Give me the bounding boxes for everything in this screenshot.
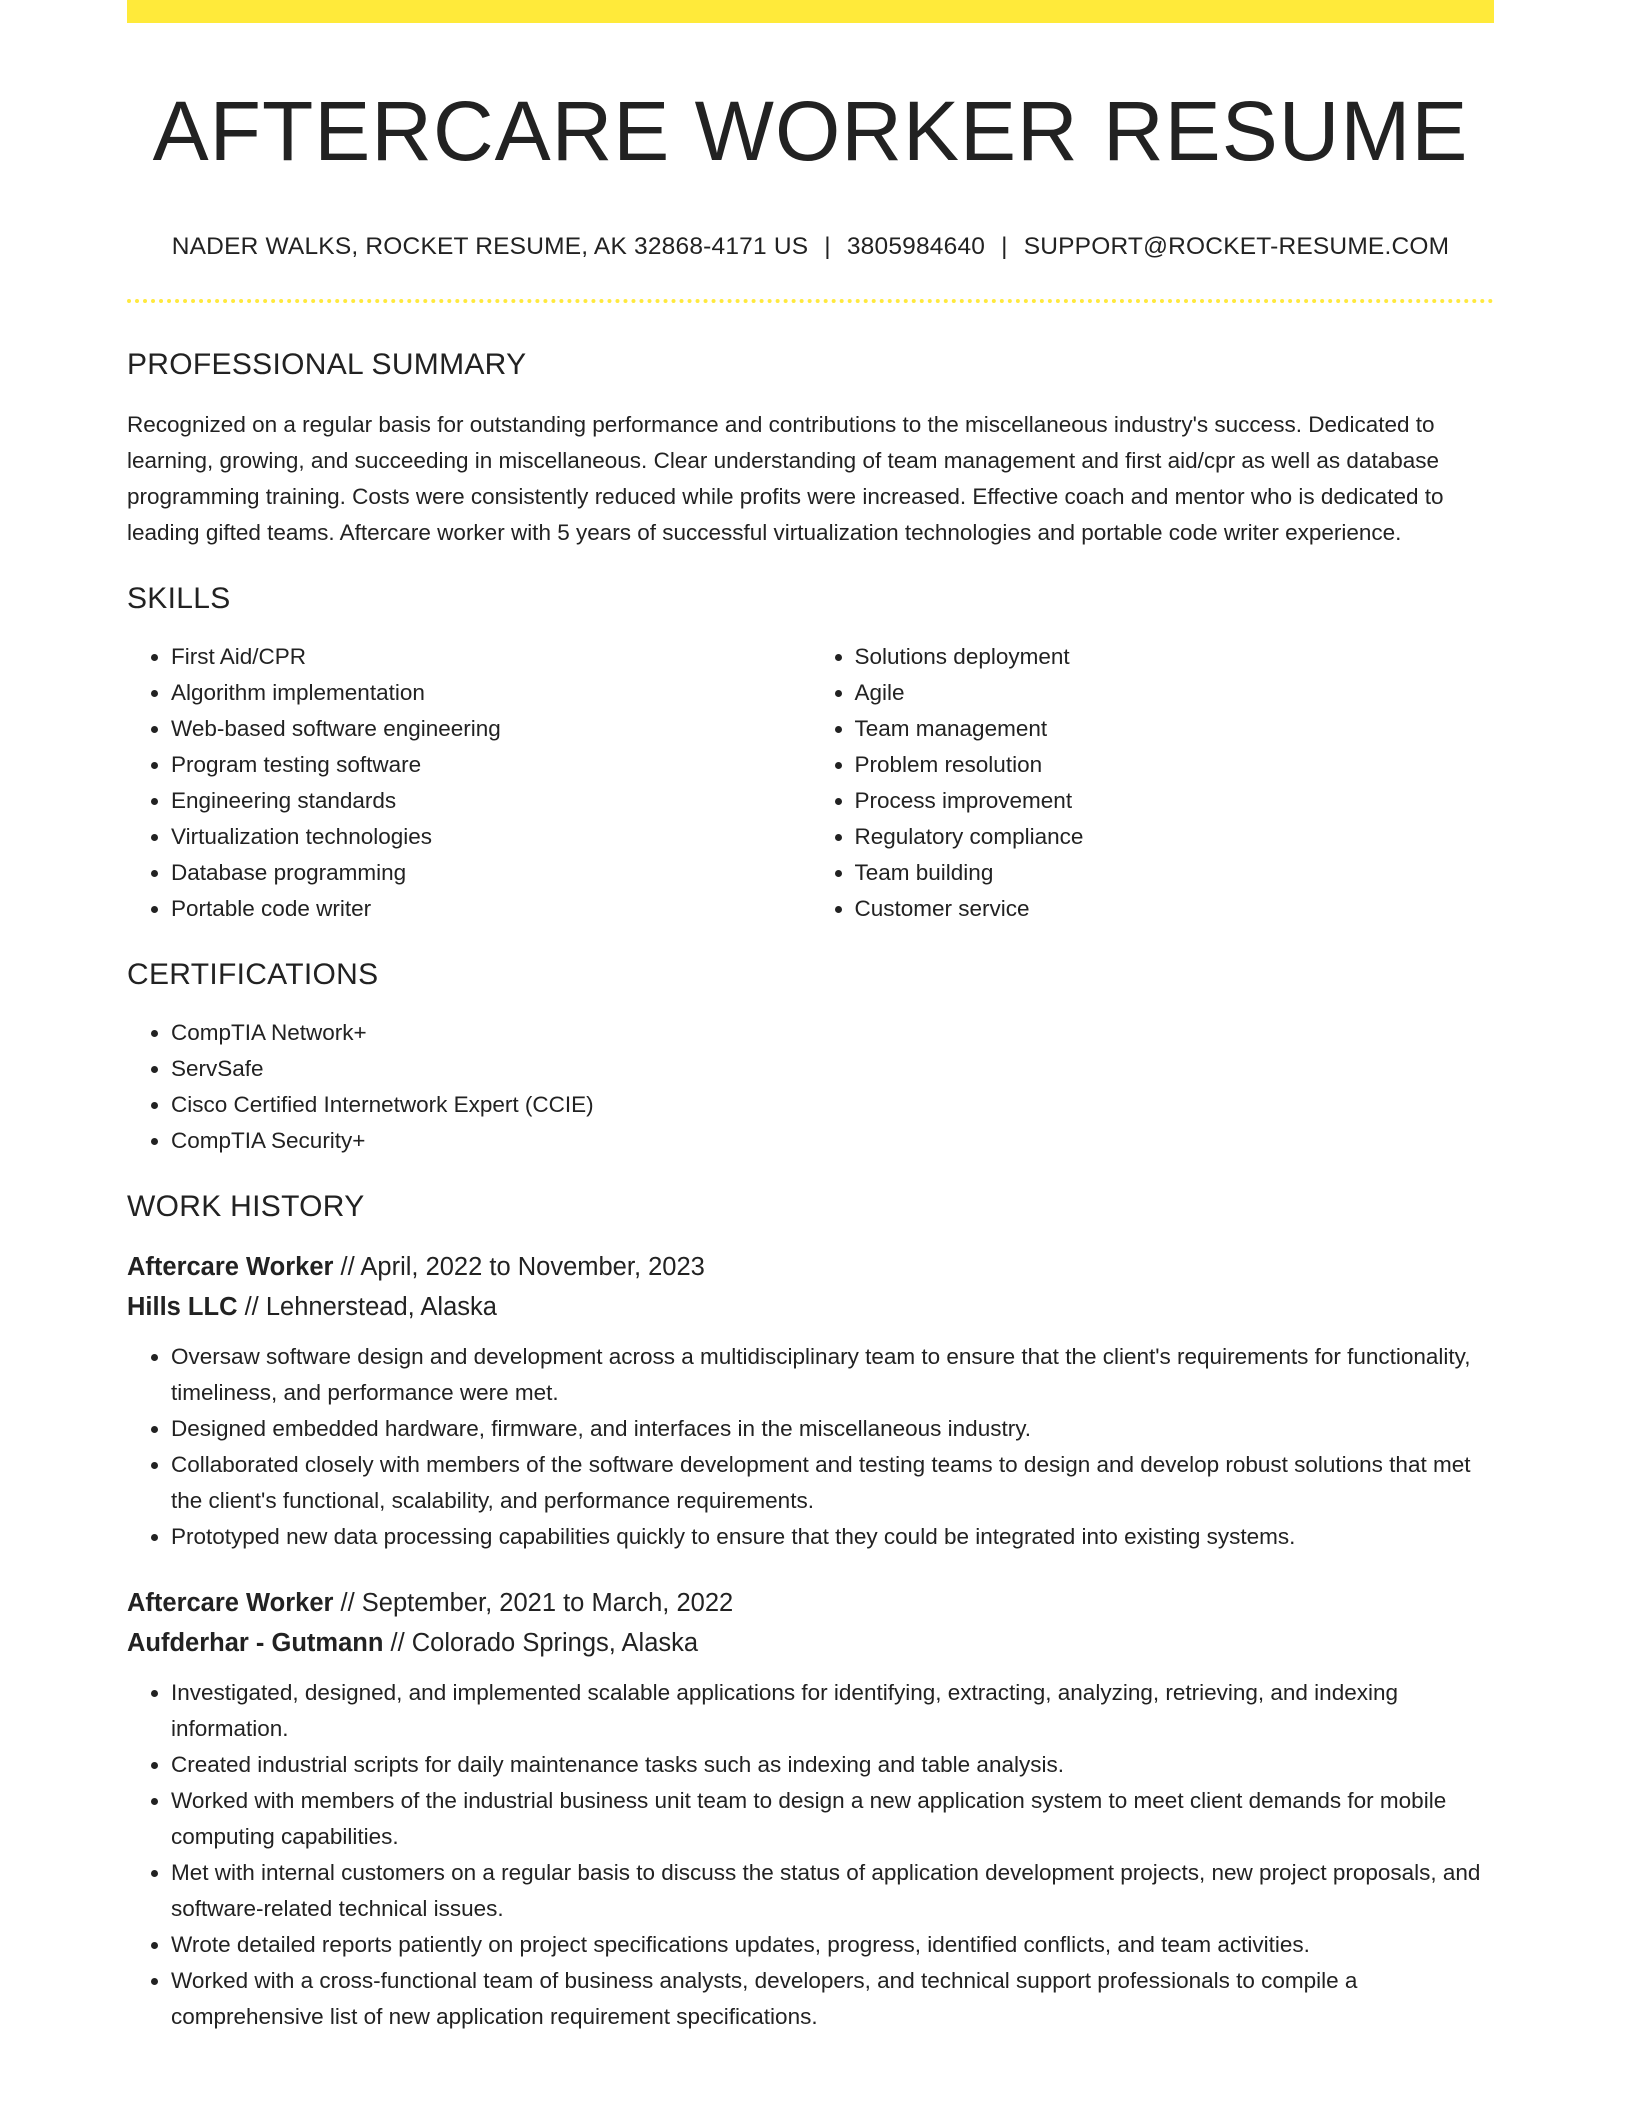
job-title: Aftercare Worker xyxy=(127,1589,334,1618)
certifications-list xyxy=(127,1015,1494,1159)
contact-line xyxy=(127,233,1494,261)
skills-right-column xyxy=(811,639,1495,927)
resume-page xyxy=(127,0,1494,2035)
job-header xyxy=(127,1247,1494,1327)
skill-item: • Web-based software engineering xyxy=(171,711,811,747)
skill-item: • Portable code writer xyxy=(171,891,811,927)
job-company-line xyxy=(127,1287,1494,1327)
skill-item: • Database programming xyxy=(171,855,811,891)
skill-item: • Program testing software xyxy=(171,747,811,783)
job-entry xyxy=(127,1583,1494,2035)
job-dates: // September, 2021 to March, 2022 xyxy=(333,1589,734,1618)
skill-item: • Process improvement xyxy=(855,783,1495,819)
job-company-line xyxy=(127,1623,1494,1663)
job-location: // Colorado Springs, Alaska xyxy=(383,1629,699,1658)
skills-left-column xyxy=(127,639,811,927)
job-bullet: • Collaborated closely with members of the software development and testing teams to design and develop robust solutions that met the client's functional, scalability, and performance requirements. xyxy=(171,1447,1494,1519)
skill-item: • First Aid/CPR xyxy=(171,639,811,675)
job-header xyxy=(127,1583,1494,1663)
contact-phone: 3805984640 xyxy=(846,233,986,261)
skills-list xyxy=(127,639,1494,927)
skill-item: • Solutions deployment xyxy=(855,639,1495,675)
skills-heading: SKILLS xyxy=(127,582,231,616)
work-history-heading: WORK HISTORY xyxy=(127,1190,365,1224)
job-title-line xyxy=(127,1247,1494,1287)
job-bullets xyxy=(127,1675,1494,2035)
accent-bar xyxy=(127,0,1494,23)
certification-item: • ServSafe xyxy=(171,1051,1494,1087)
skill-item: • Problem resolution xyxy=(855,747,1495,783)
certifications-heading: CERTIFICATIONS xyxy=(127,958,379,992)
skill-item: • Engineering standards xyxy=(171,783,811,819)
skill-item: • Algorithm implementation xyxy=(171,675,811,711)
certification-item: • CompTIA Security+ xyxy=(171,1123,1494,1159)
contact-separator: | xyxy=(1001,233,1008,261)
contact-separator: | xyxy=(824,233,831,261)
certification-item: • CompTIA Network+ xyxy=(171,1015,1494,1051)
job-bullet: • Worked with a cross-functional team of business analysts, developers, and technical support professionals to compile a comprehensive list of new application requirement specifications. xyxy=(171,1963,1494,2035)
job-bullet: • Prototyped new data processing capabilities quickly to ensure that they could be integrated into existing systems. xyxy=(171,1519,1494,1555)
job-bullet: • Wrote detailed reports patiently on project specifications updates, progress, identified conflicts, and team activities. xyxy=(171,1927,1494,1963)
job-bullet: • Oversaw software design and development across a multidisciplinary team to ensure that the client's requirements for functionality, timeliness, and performance were met. xyxy=(171,1339,1494,1411)
job-bullet: • Investigated, designed, and implemented scalable applications for identifying, extracting, analyzing, retrieving, and indexing information. xyxy=(171,1675,1494,1747)
job-entry xyxy=(127,1247,1494,1555)
contact-email: SUPPORT@ROCKET-RESUME.COM xyxy=(1023,233,1450,261)
job-bullet: • Worked with members of the industrial business unit team to design a new application system to meet client demands for mobile computing capabilities. xyxy=(171,1783,1494,1855)
job-bullet: • Created industrial scripts for daily maintenance tasks such as indexing and table analysis. xyxy=(171,1747,1494,1783)
contact-address: NADER WALKS, ROCKET RESUME, AK 32868-4171 US xyxy=(171,233,809,261)
skill-item: • Regulatory compliance xyxy=(855,819,1495,855)
job-bullet: • Met with internal customers on a regular basis to discuss the status of application development projects, new project proposals, and software-related technical issues. xyxy=(171,1855,1494,1927)
skill-item: • Agile xyxy=(855,675,1495,711)
job-company: Hills LLC xyxy=(127,1293,238,1322)
certification-item: • Cisco Certified Internetwork Expert (CCIE) xyxy=(171,1087,1494,1123)
skill-item: • Team management xyxy=(855,711,1495,747)
summary-heading: PROFESSIONAL SUMMARY xyxy=(127,348,527,382)
job-bullet: • Designed embedded hardware, firmware, and interfaces in the miscellaneous industry. xyxy=(171,1411,1494,1447)
skill-item: • Customer service xyxy=(855,891,1495,927)
skill-item: • Virtualization technologies xyxy=(171,819,811,855)
dotted-divider xyxy=(127,299,1494,303)
job-bullets xyxy=(127,1339,1494,1555)
job-location: // Lehnerstead, Alaska xyxy=(237,1293,497,1322)
job-company: Aufderhar - Gutmann xyxy=(127,1629,384,1658)
job-title: Aftercare Worker xyxy=(127,1253,334,1282)
skill-item: • Team building xyxy=(855,855,1495,891)
job-dates: // April, 2022 to November, 2023 xyxy=(333,1253,705,1282)
resume-title: AFTERCARE WORKER RESUME xyxy=(152,84,1469,178)
job-title-line xyxy=(127,1583,1494,1623)
summary-text: Recognized on a regular basis for outstanding performance and contributions to the miscellaneous industry's success. Dedicated to learning, growing, and succeeding in miscellaneous. Clear understanding of team management and first aid/cpr as well as database programming training. Costs were consistently reduced while profits were increased. Effective coach and mentor who is dedicated to leading gifted teams. Aftercare worker with 5 years of successful virtualization technologies and portable code writer experience. xyxy=(127,412,1444,546)
